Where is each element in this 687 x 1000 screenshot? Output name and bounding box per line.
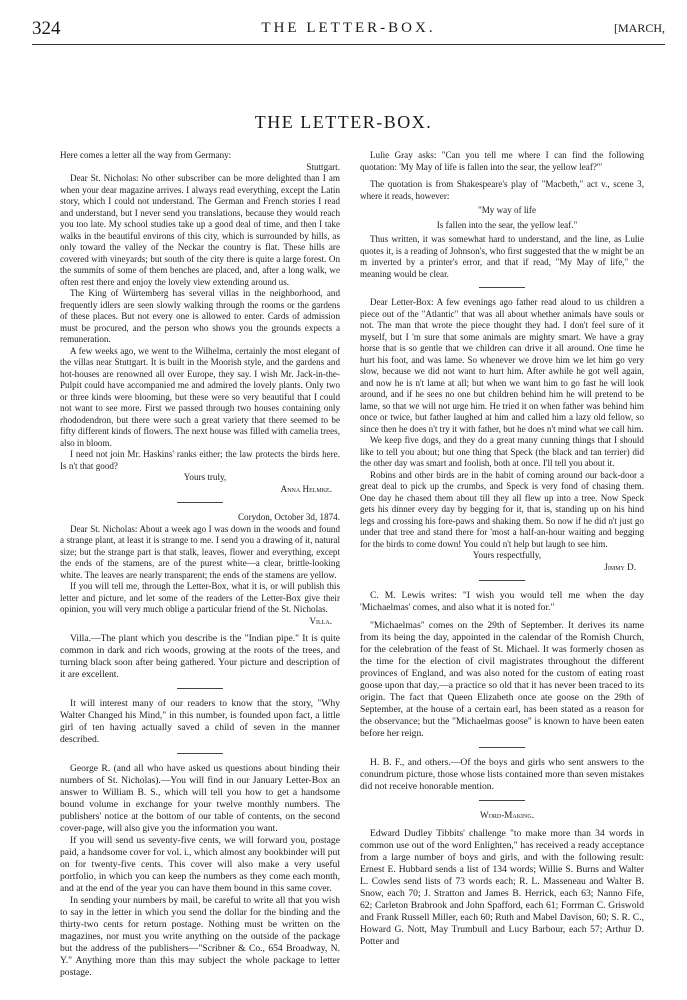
- letter-place: Corydon, October 3d, 1874.: [237, 512, 340, 522]
- running-head: [32, 16, 665, 40]
- section-divider: [177, 688, 223, 689]
- letter-closing: Yours truly,: [183, 472, 227, 482]
- answer-paragraph: The quotation is from Shakespeare's play of "Macbeth," act v., scene 3, where it reads, however:: [360, 179, 644, 201]
- intro-text: Here comes a letter all the way from Germany:: [60, 150, 232, 160]
- letter-paragraph: Robins and other birds are in the habit of coming around our back-door a great deal to pick up the crumbs, and Speck is very fond of chasing them. One day he chased them about till they all flew up into a tree. Now Speck gets his dinner every day by begging for it, that is, standing up on his hind legs and crossing his fore-paws and shaking them. So now if he did n't just go under that tree and stand there for 'most a half-an-hour waiting and begging for the birds to come down! You could n't help but laugh to see him.: [360, 469, 644, 549]
- letter-place: Stuttgart.: [306, 161, 340, 172]
- verse-line: "My way of life: [477, 205, 536, 215]
- section-divider: [479, 747, 525, 748]
- section-divider: [479, 287, 525, 288]
- page-number: 324: [32, 18, 61, 39]
- word-making-paragraph: Edward Dudley Tibbits' challenge "to make more than 34 words in common use out of the word Enlighten," has received a ready acceptance from a large number of boys and girls, and with the following result: Ernest E. Hubbard sends a list of 134 words; Willie S. Burns and Walter L. Cowles send lists of 73 words each; R. L. Masseneau and Walter B. Snow, each 70; J. Stratton and James B. Herrick, each 63; Nanno Fife, 62; Carleton Brabrook and John Spafford, each 61; Forrman C. Griswold and Frank Russell Miller, each 60; Ruth and Mabel Davison, 60; S. R. C., Howard G. Nott, May Trumbull and Lucy Barbour, each 57; Arthur D. Potter and: [360, 827, 644, 947]
- section-divider: [177, 502, 223, 503]
- letter-paragraph: Dear St. Nicholas: About a week ago I was down in the woods and found a strange plant, at least it is strange to me. I send you a drawing of it, natural size; but the strange part is that stalk, leaves, flower and everything, except the ends of the stamens, are of the purest white—a clear, brittle-looking white. The leaves are nearly transparent; the ends of the stamens are yellow.: [60, 523, 340, 580]
- page-title: THE LETTER-BOX.: [254, 112, 433, 132]
- running-month: [MARCH,: [613, 21, 665, 35]
- letter-paragraph: If you will tell me, through the Letter-Box, what it is, or will publish this letter and picture, and let some of the readers of the Letter-Box give their opinion, you will very much oblige a particular friend of the St. Nicholas.: [60, 581, 340, 614]
- note-paragraph: It will interest many of our readers to know that the story, "Why Walter Changed his Mind," in this number, is founded upon fact, a little girl of ten having actually saved a child of seven in the manner described.: [60, 698, 340, 745]
- note-paragraph: H. B. F., and others.—Of the boys and girls who sent answers to the conundrum picture, those whose lists contained more than seven mistakes did not receive honorable mention.: [360, 757, 644, 792]
- section-divider: [479, 800, 525, 801]
- right-column: [360, 150, 644, 948]
- answer-paragraph: If you will send us seventy-five cents, we will forward you, postage paid, a handsome cover for vol. i., which almost any bookbinder will put on for twenty-five cents. This cover will also make a very useful portfolio, in which you can keep the numbers as they come each month, and at the end of the year you can have them bound in this same cover.: [60, 835, 340, 894]
- verse-line: Is fallen into the sear, the yellow leaf.": [436, 219, 578, 230]
- answer-paragraph: In sending your numbers by mail, be careful to write all that you wish to say in the letter in which you send the dollar for the binding and the thirty-two cents for return postage. Nothing must be written on the magazines, nor must you write anything on the outside of the package but the address of the publishers—"Scribner & Co., 654 Broadway, N. Y." Anything more than this may subject the whole package to letter postage.: [60, 895, 340, 978]
- answer-paragraph: Villa.—The plant which you describe is the "Indian pipe." It is quite common in dark and rich woods, growing at the roots of the trees, and turning black soon after being gathered. Your picture and description of it are excellent.: [60, 633, 340, 680]
- section-divider: [177, 753, 223, 754]
- question-paragraph: C. M. Lewis writes: "I wish you would tell me when the day 'Michaelmas' comes, and also what it is noted for.": [360, 590, 644, 613]
- letter-paragraph: Dear St. Nicholas: No other subscriber can be more delighted than I am when your dear magazine arrives. I always read everything, except the Latin story, which I could not understand. The German and French stories I read and understand, but I never send you translations, because they would reach you too late. My school studies take up a good deal of time, and then I take walks in the beautiful environs of this city, which is surrounded by hills, as only toward the valley of the Neckar the country is flat. These hills are covered with vineyards; but south of the city there is quite a large forest. On the summits of some of them benches are placed, and, after a long walk, we often rest there and enjoy the lovely view extending around us.: [60, 173, 340, 287]
- letter-paragraph: A few weeks ago, we went to the Wilhelma, certainly the most elegant of the villas near Stuttgart. It is built in the Moorish style, and the gardens and hot-houses are renowned all over Europe, they say. I wish Mr. Jack-in-the-Pulpit could have accompanied me and admired the lovely plants. Only two or three kinds were blooming, but these were so very beautiful that I could not want to see more. First we passed through two houses containing only rhododendron, but there were such a great variety that there seemed to be fifty different kinds of flowers. The next house was filled with camelia trees, also in bloom.: [60, 345, 340, 448]
- answer-paragraph: Thus written, it was somewhat hard to understand, and the line, as Lulie quotes it, is a reading of Johnson's, who first suggested that the w might be an m inverted by a printer's error, and that if read, "My May of life," the meaning would be clear.: [360, 234, 644, 279]
- letter-closing: Yours respectfully,: [472, 550, 542, 560]
- section-divider: [479, 580, 525, 581]
- answer-paragraph: George R. (and all who have asked us questions about binding their numbers of St. Nicholas).—You will find in our January Letter-Box an answer to William B. S., which will tell you how to get a handsome bound volume in exchange for your twelve monthly numbers. The publishers' notice at the bottom of our table of contents, on the second cover-page, will also give you the information you want.: [60, 763, 340, 834]
- letter-paragraph: We keep five dogs, and they do a great many cunning things that I should like to tell you about; but one thing that Speck (the black and tan terrier) did the other day was smart and foolish, both at once. I'll tell you about it.: [360, 435, 644, 468]
- letter-signature: Jimmy D.: [604, 561, 636, 572]
- section-heading: Word-Making.: [480, 810, 534, 820]
- letter-paragraph: Dear Letter-Box: A few evenings ago father read aloud to us children a piece out of the "Atlantic" that was all about whether animals have souls or not. The man that wrote the piece thought they had. I don't feel sure of it myself, but I 'm sure that some animals are mighty smart. We have a gray horse that is so gentle that we children can drive it all around. One time he hurt his foot, and was lame. So whenever we drove him we let him go very slow, because we did not want to hurt him. After awhile he got well again, and now he is n't lame at all; but when we want him to go fast he will look around, and if he sees no one but children behind him he will pretend to be lame, so that we will not urge him. He tried it on when father was behind him once or twice, but father laughed at him and called him a lazy old fellow, so since then he does n't try it with father, but he does n't mind what we call him.: [360, 297, 644, 434]
- left-column: [60, 150, 340, 979]
- letter-paragraph: I need not join Mr. Haskins' ranks either; the law protects the birds here. Is n't that good?: [60, 449, 340, 471]
- answer-paragraph: "Michaelmas" comes on the 29th of September. It derives its name from its being the day, appointed in the calendar of the Romish Church, for the celebration of the feast of St. Michael. It was formerly chosen as the time for the election of civil magistrates throughout the different provinces of England, and was also noted for the custom of eating roast goose upon that day,—a practice so old that it has never been traced to its origin. The fact that Queen Elizabeth once ate goose on the 29th of September, at the house of a certain earl, has been stated as a reason for the observance; but the "Michaelmas goose" is known to have been eaten before her reign.: [360, 620, 644, 739]
- letter-signature: Anna Helmke.: [280, 483, 332, 494]
- letter-paragraph: The King of Würtemberg has several villas in the neighborhood, and frequently idlers are seen slowly walking through the rooms or the gardens of these places. But not every one is allowed to enter. Cards of admission must be procured, and the person who shows you the grounds expects a remuneration.: [60, 288, 340, 344]
- running-title: THE LETTER-BOX.: [261, 20, 436, 36]
- letter-signature: Villa.: [309, 615, 332, 626]
- question-paragraph: Lulie Gray asks: "Can you tell me where I can find the following quotation: 'My May of life is fallen into the sear, the yellow leaf?'": [360, 150, 644, 172]
- header-rule: [32, 44, 665, 45]
